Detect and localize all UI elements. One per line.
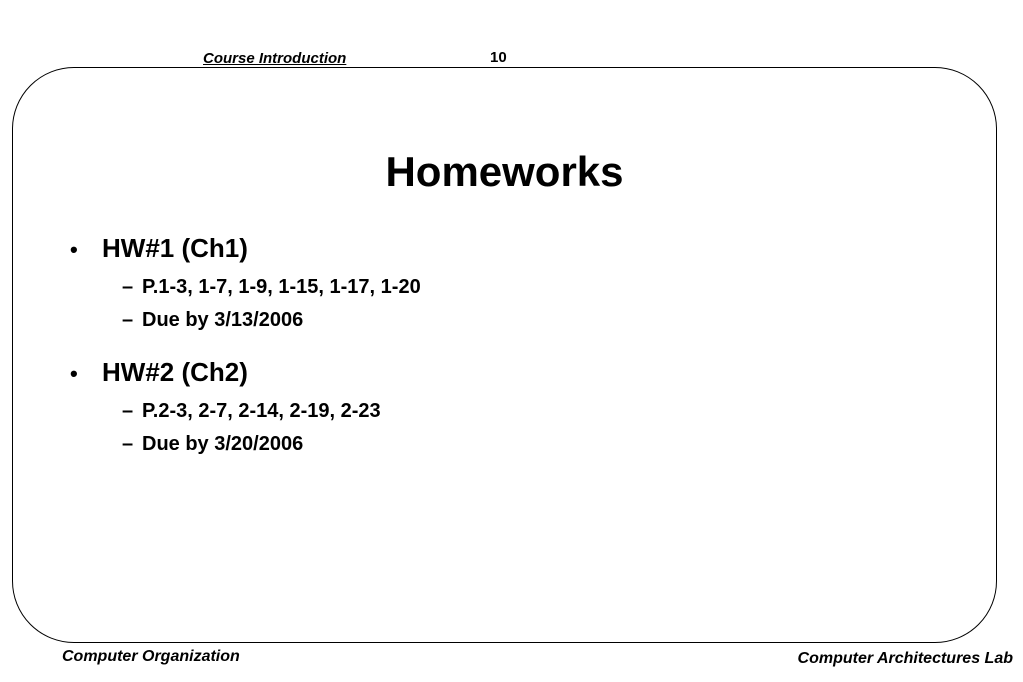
homework-details: [70, 395, 421, 461]
footer-lab-name: Computer Architectures Lab: [797, 650, 1013, 667]
homework-details: [70, 271, 421, 337]
due-date-text: Due by 3/20/2006: [142, 433, 304, 455]
header-section-title: Course Introduction: [203, 50, 347, 67]
bullet-icon: •: [70, 237, 78, 262]
footer-course-name: Computer Organization: [62, 648, 240, 665]
slide-title: Homeworks: [385, 148, 624, 195]
homework-item: [70, 355, 421, 461]
homework-label: HW#2 (Ch2): [102, 357, 248, 387]
slide-frame: [12, 67, 997, 643]
page-number: 10: [490, 49, 507, 66]
homework-list: [70, 231, 421, 479]
problem-list: [122, 395, 421, 428]
homework-label: HW#1 (Ch1): [102, 233, 248, 263]
problem-list: [122, 271, 421, 304]
dash-icon: –: [122, 309, 134, 331]
dash-icon: –: [122, 433, 134, 455]
due-date-text: Due by 3/13/2006: [142, 309, 304, 331]
homework-item: [70, 231, 421, 337]
problem-text: P.1-3, 1-7, 1-9, 1-15, 1-17, 1-20: [142, 276, 421, 298]
due-date: [122, 428, 421, 461]
problem-text: P.2-3, 2-7, 2-14, 2-19, 2-23: [142, 400, 381, 422]
bullet-icon: •: [70, 361, 78, 386]
dash-icon: –: [122, 276, 134, 298]
due-date: [122, 304, 421, 337]
dash-icon: –: [122, 400, 134, 422]
